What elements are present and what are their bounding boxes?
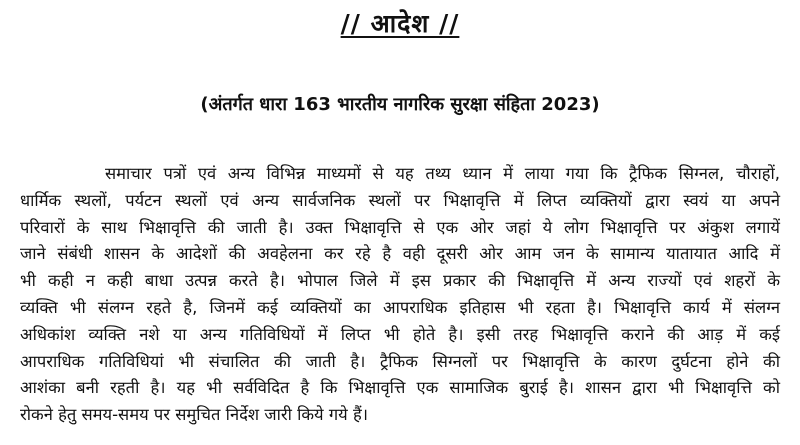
paragraph-line: जाने संबंधी शासन के आदेशों की अवहेलना कर रहे है वही दूसरी ओर आम जन के सामान्य यातायात आदि में <box>20 244 780 264</box>
paragraph-line: व्यक्ति भी संलग्न रहते है, जिनमें कई व्यक्तियों का आपराधिक इतिहास भी रहता है। भिक्षावृत्ति कार्य में संलग्न <box>20 297 780 317</box>
paragraph-line: भी कही न कही बाधा उत्पन्न करते है। भोपाल जिले में इस प्रकार की भिक्षावृत्ति में अन्य राज्यों एवं शहरों के <box>20 271 780 291</box>
order-subheading: (अंतर्गत धारा 163 भारतीय नागरिक सुरक्षा संहिता 2023) <box>200 94 600 115</box>
order-paragraph <box>20 161 780 429</box>
paragraph-line: धार्मिक स्थलों, पर्यटन स्थलों एवं अन्य सार्वजनिक स्थलों पर भिक्षावृत्ति में लिप्त व्यक्तियों द्वारा स्वयं या अपने <box>20 190 780 210</box>
paragraph-line: आशंका बनी रहती है। यह भी सर्वविदित है कि भिक्षावृत्ति एक सामाजिक बुराई है। शासन द्वारा भी भिक्षावृत्ति को <box>20 378 780 398</box>
paragraph-line: अधिकांश व्यक्ति नशे या अन्य गतिविधियों में लिप्त भी होते है। इसी तरह भिक्षावृत्ति कराने की आड़ में कई <box>20 324 780 344</box>
paragraph-line: परिवारों के साथ भिक्षावृत्ति की जाती है। उक्त भिक्षावृत्ति से एक ओर जहां ये लोग भिक्षावृत्ति पर अंकुश लगायें <box>20 217 780 237</box>
paragraph-line: आपराधिक गतिविधियां भी संचालित की जाती है। ट्रैफिक सिग्नलों पर भिक्षावृत्ति के कारण दुर्घटना होने की <box>20 351 780 371</box>
order-heading: // आदेश // <box>340 9 460 38</box>
paragraph-line: रोकने हेतु समय-समय पर समुचित निर्देश जारी किये गये हैं। <box>20 405 368 425</box>
paragraph-line: समाचार पत्रों एवं अन्य विभिन्न माध्यमों से यह तथ्य ध्यान में लाया गया कि ट्रैफिक सिग्नल, चौराहों, <box>105 164 780 183</box>
